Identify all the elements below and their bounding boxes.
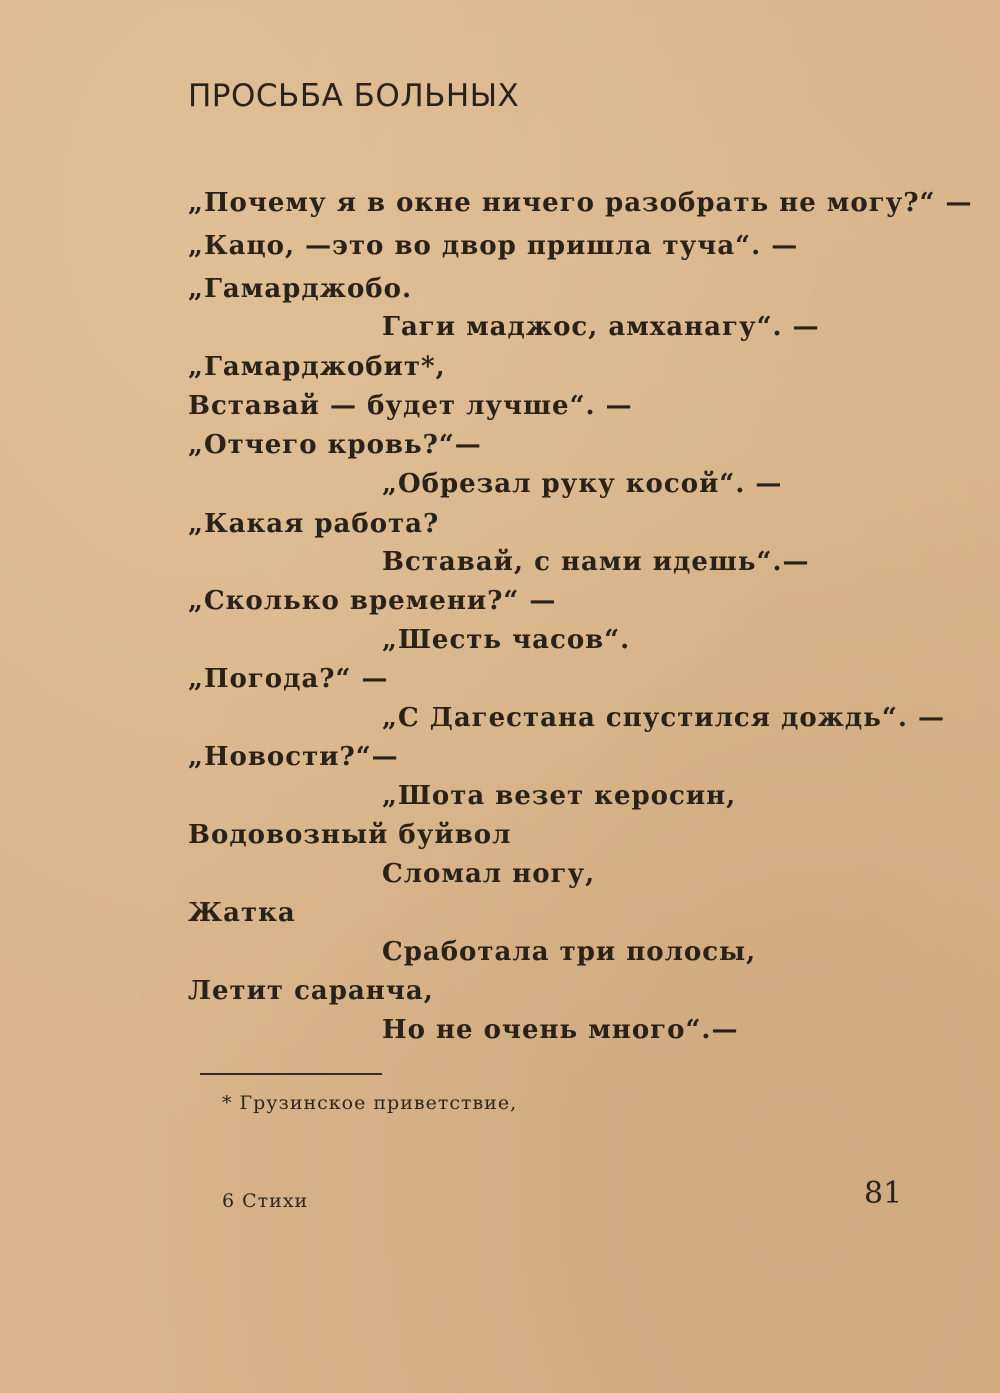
poem-line: „Гамарджобит*, [188, 352, 446, 382]
poem-title: ПРОСЬБА БОЛЬНЫХ [188, 78, 520, 114]
poem-line: Сработала три полосы, [382, 937, 757, 967]
poem-line: Жатка [188, 898, 296, 928]
poem-line: Гаги маджос, амханагу“. — [382, 312, 820, 342]
poem-line: Водовозный буйвол [188, 820, 512, 850]
poem-line: „Почему я в окне ничего разобрать не могу?“ — [188, 188, 973, 218]
poem-line: „Обрезал руку косой“. — [382, 469, 783, 499]
poem-line: Но не очень много“.— [382, 1015, 739, 1045]
page-number: 81 [864, 1176, 903, 1211]
poem-line: Вставай — будет лучше“. — [188, 391, 633, 421]
footnote-divider [200, 1073, 382, 1075]
poem-line: „Погода?“ — [188, 664, 389, 694]
poem-line: Сломал ногу, [382, 859, 596, 889]
poem-line: Летит саранча, [188, 976, 434, 1006]
poem-line: „Какая работа? [188, 509, 440, 539]
footnote: * Грузинское приветствие, [222, 1092, 518, 1114]
poem-line: „Шесть часов“. [382, 625, 631, 655]
poem-line: „С Дагестана спустился дождь“. — [382, 703, 945, 733]
poem-line: „Новости?“— [188, 742, 399, 772]
poem-line: „Кацо, —это во двор пришла туча“. — [188, 231, 799, 261]
poem-line: „Отчего кровь?“— [188, 430, 482, 460]
poem-line: „Сколько времени?“ — [188, 586, 557, 616]
poem-line: „Шота везет керосин, [382, 781, 737, 811]
signature-mark: 6 Стихи [222, 1190, 309, 1212]
poem-line: Вставай, с нами идешь“.— [382, 547, 810, 577]
poem-line: „Гамарджобо. [188, 274, 413, 304]
